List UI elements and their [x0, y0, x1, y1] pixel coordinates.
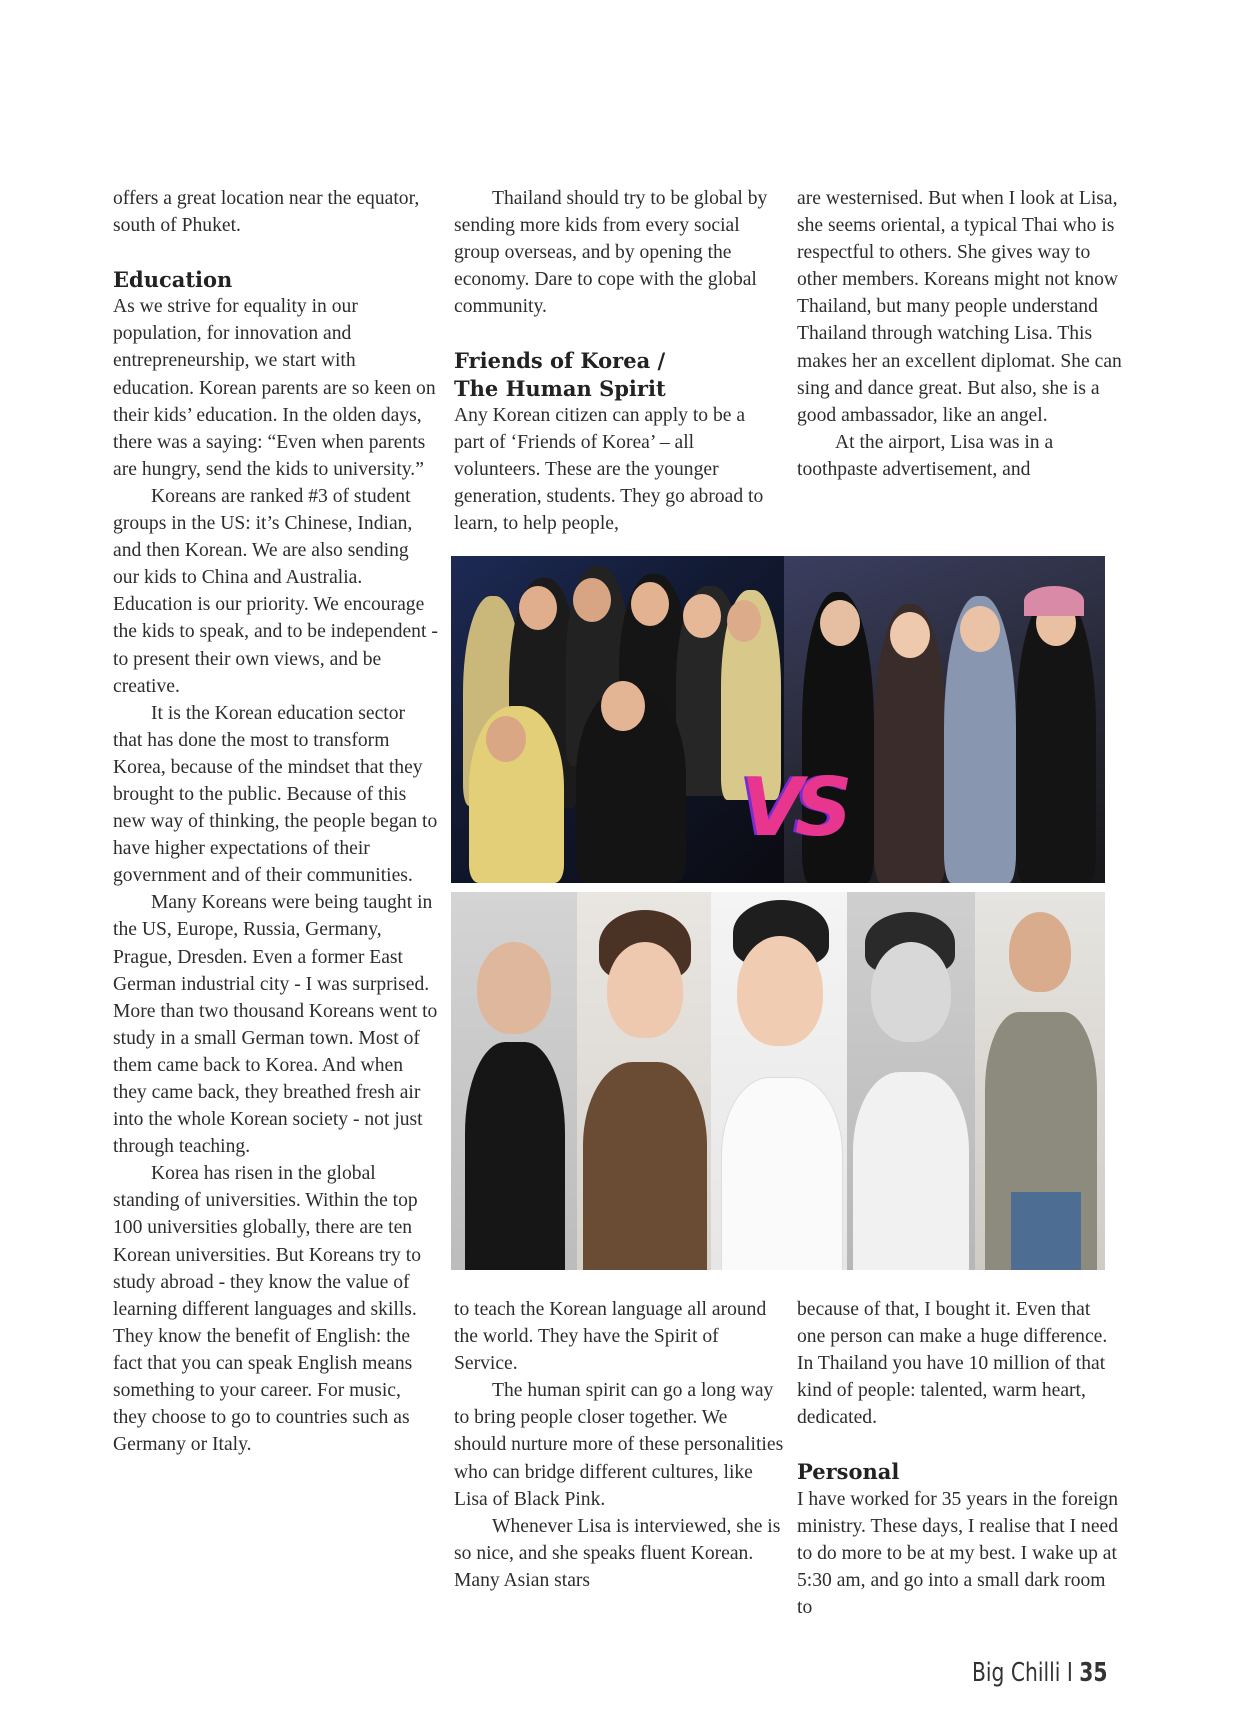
column-3-top — [797, 185, 1122, 483]
group-photo-bts-vs-blackpink — [451, 556, 1105, 883]
paragraph: At the airport, Lisa was in a toothpaste advertisement, and — [797, 431, 1054, 480]
actor-photo — [577, 892, 711, 1270]
paragraph: are westernised. But when I look at Lisa, she seems oriental, a typical Thai who is respectful to others. She gives way to other members. Koreans might not know Thailand, but many people understand Thailand through watching Lisa. This makes her an excellent diplomat. She can sing and dance great. But also, she is a good ambassador, like an angel. — [797, 188, 1122, 426]
paragraph: to teach the Korean language all around the world. They have the Spirit of Service. — [454, 1299, 767, 1375]
paragraph: Korea has risen in the global standing of universities. Within the top 100 universities globally, there are ten Korean universities. But Koreans try to study abroad - they know the value of learning different languages and skills. They know the benefit of English: the fact that you can speak English means something to your career. For music, they choose to go to countries such as Germany or Italy. — [113, 1163, 421, 1456]
section-heading-education: Education — [113, 267, 233, 293]
section-heading-friends — [454, 347, 779, 401]
paragraph: Any Korean citizen can apply to be a part of ‘Friends of Korea’ – all volunteers. These are the younger generation, students. They go abroad to learn, to help people, — [454, 404, 764, 535]
column-1 — [113, 185, 438, 1458]
footer-separator: I — [1066, 1658, 1073, 1688]
paragraph: As we strive for equality in our population, for innovation and entrepreneurship, we start with education. Korean parents are so keen on their kids’ education. In the olden days, there was a saying: “Even when parents are hungry, send the kids to university.” — [113, 296, 436, 480]
vs-graphic: VS — [741, 761, 845, 854]
paragraph: offers a great location near the equator, south of Phuket. — [113, 188, 420, 237]
page-footer — [972, 1658, 1108, 1688]
actors-photo-collage — [451, 892, 1105, 1270]
column-3-bottom — [797, 1296, 1122, 1621]
paragraph: I have worked for 35 years in the foreign ministry. These days, I realise that I need to do more to be at my best. I wake up at 5:30 am, and go into a small dark room to — [797, 1488, 1119, 1618]
heading-line: Friends of Korea / — [454, 348, 666, 374]
actor-photo — [451, 892, 577, 1270]
boy-group-photo — [451, 556, 784, 883]
actor-photo — [975, 892, 1105, 1270]
section-heading-personal: Personal — [797, 1459, 900, 1485]
column-2-bottom — [454, 1296, 784, 1594]
paragraph: Whenever Lisa is interviewed, she is so nice, and she speaks fluent Korean. Many Asian stars — [454, 1515, 781, 1591]
paragraph: because of that, I bought it. Even that one person can make a huge difference. In Thailand you have 10 million of that kind of people: talented, warm heart, dedicated. — [797, 1299, 1108, 1429]
paragraph: It is the Korean education sector that has done the most to transform Korea, because of the mindset that they brought to the public. Because of this new way of thinking, the people began to have higher expectations of their government and of their communities. — [113, 702, 438, 887]
page-number: 35 — [1079, 1658, 1108, 1688]
paragraph: Many Koreans were being taught in the US, Europe, Russia, Germany, Prague, Dresden. Even a former East German industrial city - I was surprised. More than two thousand Koreans went to study in a small German town. Most of them came back to Korea. And when they came back, they breathed fresh air into the whole Korean society - not just through teaching. — [113, 892, 438, 1158]
actor-photo — [711, 892, 847, 1270]
heading-line: The Human Spirit — [454, 375, 666, 401]
paragraph: The human spirit can go a long way to bring people closer together. We should nurture more of these personalities who can bridge different cultures, like Lisa of Black Pink. — [454, 1380, 784, 1510]
paragraph: Koreans are ranked #3 of student groups in the US: it’s Chinese, Indian, and then Korean. We are also sending our kids to China and Australia. Education is our priority. We encourage the kids to speak, and to be independent - to present their own views, and be creative. — [113, 485, 438, 697]
column-2-top — [454, 185, 779, 537]
actor-photo — [847, 892, 975, 1270]
paragraph: Thailand should try to be global by sending more kids from every social group overseas, and by opening the economy. Dare to cope with the global community. — [454, 188, 768, 318]
magazine-name: Big Chilli — [972, 1658, 1061, 1688]
